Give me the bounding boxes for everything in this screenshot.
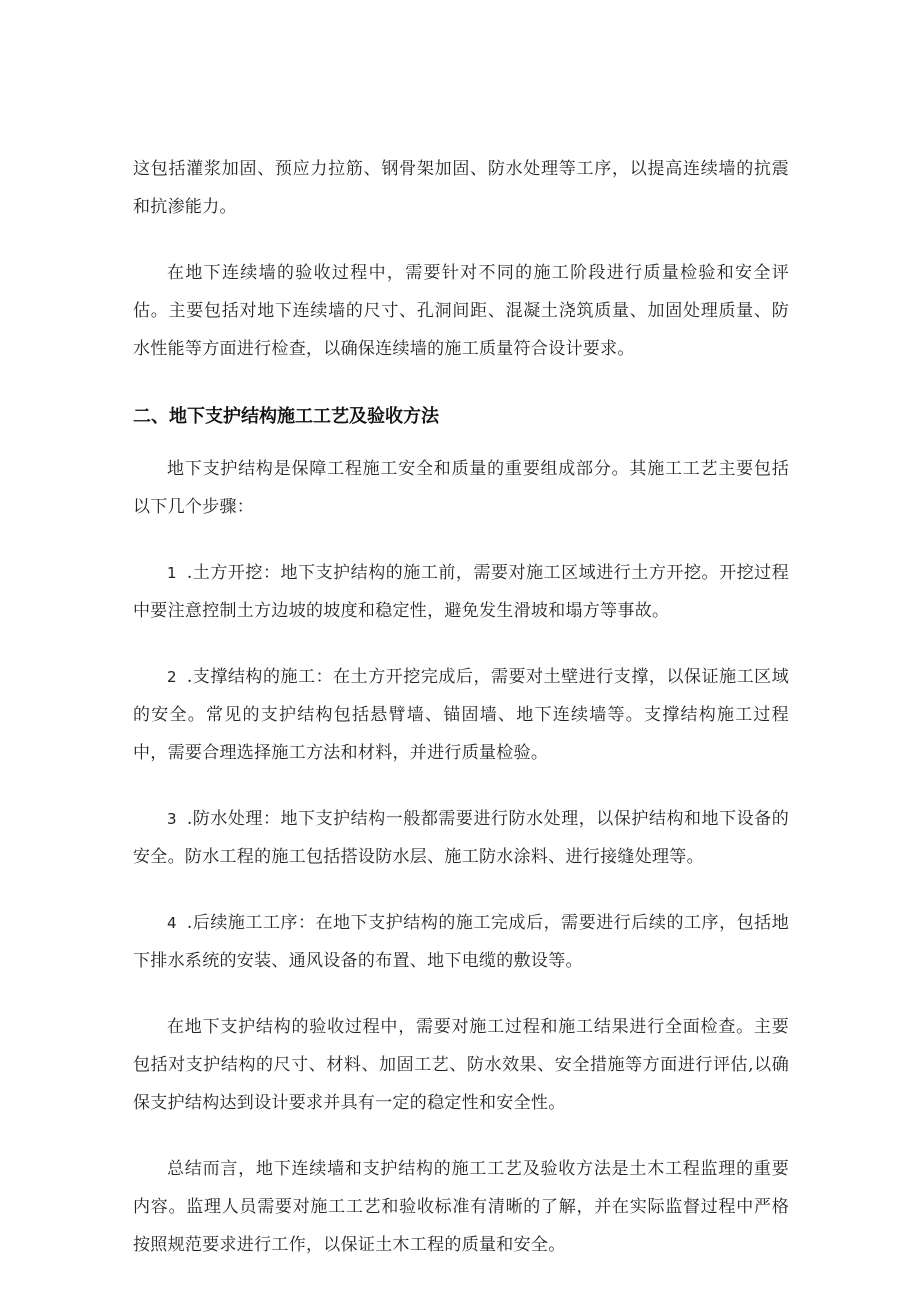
list-item-support-structure — [133, 658, 789, 772]
section-heading: 二、地下支护结构施工工艺及验收方法 — [133, 406, 439, 427]
list-number: 3 — [167, 810, 177, 828]
list-item-waterproofing — [133, 800, 789, 876]
paragraph-support-intro: 地下支护结构是保障工程施工安全和质量的重要组成部分。其施工工艺主要包括以下几个步骤： — [133, 459, 789, 517]
paragraph-support-acceptance: 在地下支护结构的验收过程中，需要对施工过程和施工结果进行全面检查。主要包括对支护结构的尺寸、材料、加固工艺、防水效果、安全措施等方面进行评估,以确保支护结构达到设计要求并具有一定的稳定性和安全性。 — [133, 1017, 789, 1113]
document-body — [133, 150, 789, 1292]
list-number: 2 — [167, 668, 177, 686]
list-item-text: .土方开挖：地下支护结构的施工前，需要对施工区域进行土方开挖。开挖过程中要注意控制土方边坡的坡度和稳定性，避免发生滑坡和塌方等事故。 — [133, 563, 789, 621]
list-number: 4 — [167, 914, 177, 932]
paragraph-continuation: 这包括灌浆加固、预应力拉筋、钢骨架加固、防水处理等工序，以提高连续墙的抗震和抗渗能力。 — [133, 159, 789, 217]
list-item-text: .防水处理：地下支护结构一般都需要进行防水处理，以保护结构和地下设备的安全。防水工程的施工包括搭设防水层、施工防水涂料、进行接缝处理等。 — [133, 809, 789, 867]
list-item-text: .支撑结构的施工：在土方开挖完成后，需要对土壁进行支撑，以保证施工区域的安全。常见的支护结构包括悬臂墙、锚固墙、地下连续墙等。支撑结构施工过程中，需要合理选择施工方法和材料，并进行质量检验。 — [133, 667, 789, 763]
list-item-earthwork — [133, 554, 789, 630]
list-item-follow-up — [133, 904, 789, 980]
paragraph-summary: 总结而言，地下连续墙和支护结构的施工工艺及验收方法是土木工程监理的重要内容。监理人员需要对施工工艺和验收标准有清晰的了解，并在实际监督过程中严格按照规范要求进行工作，以保证土木工程的质量和安全。 — [133, 1159, 789, 1255]
list-item-text: .后续施工工序：在地下支护结构的施工完成后，需要进行后续的工序，包括地下排水系统的安装、通风设备的布置、地下电缆的敷设等。 — [133, 913, 789, 971]
paragraph-wall-acceptance: 在地下连续墙的验收过程中，需要针对不同的施工阶段进行质量检验和安全评估。主要包括对地下连续墙的尺寸、孔洞间距、混凝土浇筑质量、加固处理质量、防水性能等方面进行检查，以确保连续墙的施工质量符合设计要求。 — [133, 263, 789, 359]
list-number: 1 — [167, 564, 177, 582]
